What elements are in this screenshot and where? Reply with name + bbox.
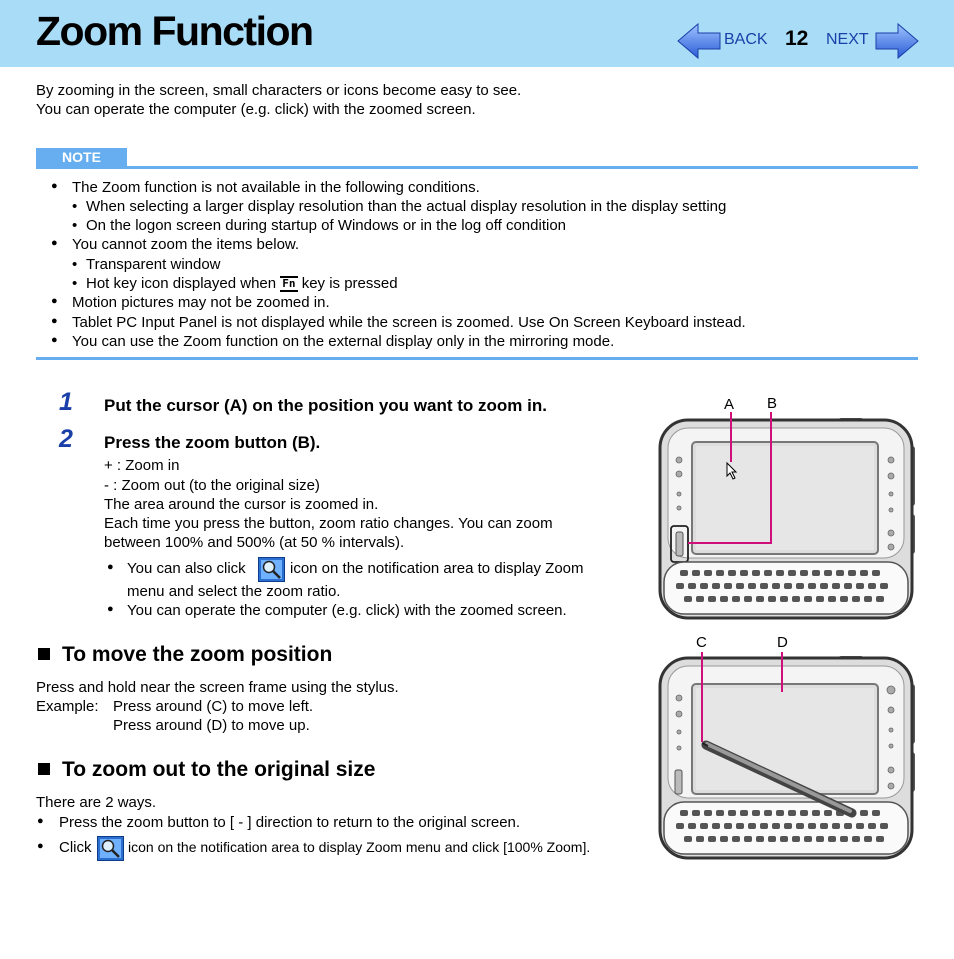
note-item: The Zoom function is not available in the following conditions. [72,179,480,196]
next-arrow-icon[interactable] [874,22,920,60]
figure-label-d: D [777,634,788,651]
dash-bullet: • [72,256,78,273]
intro-line: You can operate the computer (e.g. click) with the zoomed screen. [36,101,476,118]
figure-label-a: A [724,396,735,413]
move-text: Press and hold near the screen frame using the stylus. [36,679,399,696]
bullet-icon: ● [51,180,58,192]
back-arrow-icon[interactable] [676,22,722,60]
dash-bullet: • [72,275,78,292]
note-item: Motion pictures may not be zoomed in. [72,294,330,311]
note-subitem-part: key is pressed [301,275,398,292]
section-heading-text: To move the zoom position [62,643,333,666]
step-bullet-text: icon on the notification area to display Zoom [290,560,584,577]
note-subitem-hotkey [86,274,398,293]
bullet-icon: ● [37,840,44,852]
step-number: 1 [59,388,73,416]
step-bullet-text: You can operate the computer (e.g. click) with the zoomed screen. [127,602,567,619]
example-label: Example: [36,698,99,715]
bullet-icon: ● [51,237,58,249]
next-link[interactable]: NEXT [826,31,869,48]
step-bullet-text: You can also click [127,560,246,577]
section-heading-move [38,643,332,667]
note-top-rule [36,166,918,169]
example-text: Press around (C) to move left. [113,698,314,715]
page-title: Zoom Function [36,8,313,54]
figure-label-c: C [696,634,707,651]
section-heading-text: To zoom out to the original size [62,758,376,781]
dash-bullet: • [72,198,78,215]
bullet-icon: ● [107,603,114,615]
zoom-magnifier-icon[interactable] [258,557,285,582]
bullet-icon: ● [107,561,114,573]
square-bullet-icon [38,648,50,660]
bullet-icon: ● [51,315,58,327]
page-number: 12 [785,27,809,50]
step-detail: - : Zoom out (to the original size) [104,477,320,494]
intro-line: By zooming in the screen, small characters or icons become easy to see. [36,82,522,99]
dash-bullet: • [72,217,78,234]
bullet-icon: ● [37,815,44,827]
zoomout-bullet-text: icon on the notification area to display Zoom menu and click [100% Zoom]. [128,839,591,855]
step-text: Put the cursor (A) on the position you want to zoom in. [104,396,547,415]
section-heading-zoomout [38,758,375,782]
example-text: Press around (D) to move up. [113,717,310,734]
figure-label-b: B [767,395,778,412]
step-detail: + : Zoom in [104,457,180,474]
step-detail: Each time you press the button, zoom ratio changes. You can zoom [104,515,553,532]
note-subitem-part: Hot key icon displayed when [86,275,277,292]
step-detail: The area around the cursor is zoomed in. [104,496,379,513]
bullet-icon: ● [51,295,58,307]
zoomout-text: There are 2 ways. [36,794,157,811]
zoomout-bullet-text: Click [59,839,92,856]
square-bullet-icon [38,763,50,775]
zoom-magnifier-icon[interactable] [97,836,124,861]
note-subitem: Transparent window [86,256,221,273]
step-number: 2 [59,425,73,453]
note-item: Tablet PC Input Panel is not displayed while the screen is zoomed. Use On Screen Keyboard instead. [72,314,746,331]
note-item: You cannot zoom the items below. [72,236,300,253]
step-detail: between 100% and 500% (at 50 % intervals). [104,534,405,551]
bullet-icon: ● [51,334,58,346]
note-subitem: On the logon screen during startup of Windows or in the log off condition [86,217,567,234]
zoomout-bullet-text: Press the zoom button to [ - ] direction to return to the original screen. [59,814,521,831]
fn-key-icon: Fn [282,277,296,290]
step-text: Press the zoom button (B). [104,433,321,452]
device-figure-stylus [650,630,920,862]
device-figure-zoom-button [650,390,920,620]
back-link[interactable]: BACK [724,31,768,48]
note-subitem: When selecting a larger display resolution than the actual display resolution in the display setting [86,198,727,215]
note-bottom-rule [36,357,918,360]
note-item: You can use the Zoom function on the external display only in the mirroring mode. [72,333,615,350]
step-bullet-text: menu and select the zoom ratio. [127,583,341,600]
note-label: NOTE [36,148,127,166]
